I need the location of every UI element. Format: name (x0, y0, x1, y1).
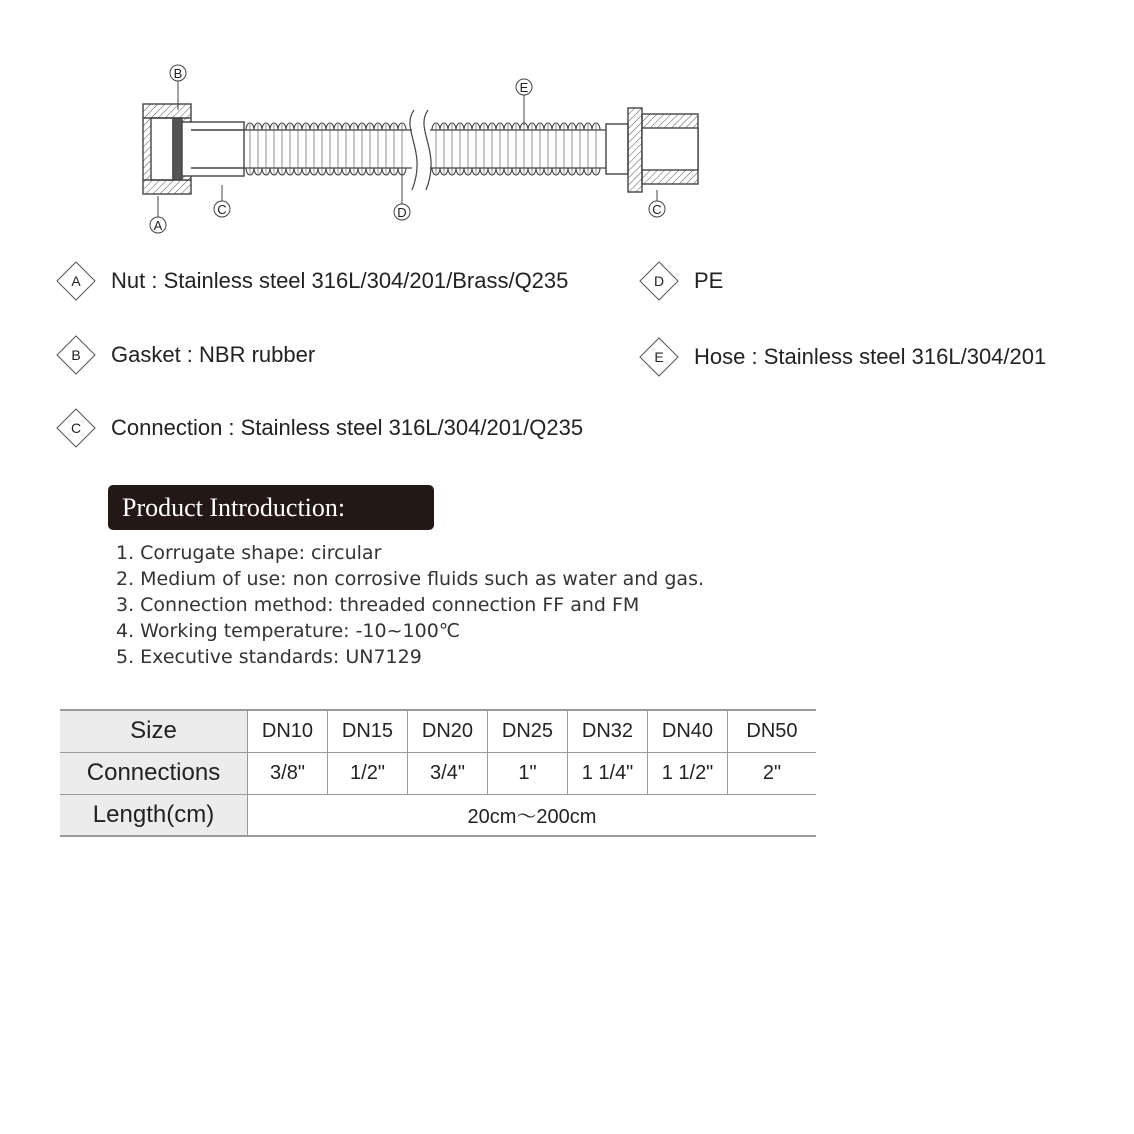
connection-cell: 1/2" (328, 752, 408, 794)
table-row-size (60, 710, 816, 752)
svg-text:E: E (654, 349, 664, 365)
intro-item: 2. Medium of use: non corrosive fluids such as water and gas. (116, 568, 705, 590)
row-label-length: Length(cm) (60, 794, 248, 836)
connection-left (182, 122, 244, 176)
legend-label: Nut : Stainless steel 316L/304/201/Brass/Q235 (111, 268, 569, 293)
legend-item-hose (639, 337, 1046, 377)
size-cell: DN50 (728, 710, 817, 752)
connection-cell: 1" (488, 752, 568, 794)
intro-title: Product Introduction: (122, 492, 346, 522)
size-cell: DN32 (568, 710, 648, 752)
legend-item-gasket (56, 335, 315, 375)
intro-item: 5. Executive standards: UN7129 (116, 646, 422, 668)
intro-item: 3. Connection method: threaded connection FF and FM (116, 594, 640, 616)
legend-label: Hose : Stainless steel 316L/304/201 (694, 344, 1047, 369)
intro-item: 1. Corrugate shape: circular (116, 542, 382, 564)
legend-diamond-icon (639, 337, 679, 377)
break-lines (410, 110, 431, 190)
svg-text:C: C (70, 420, 82, 436)
callout-e: E (519, 80, 529, 95)
callout-c-left: C (217, 202, 227, 217)
connection-cell: 3/4" (408, 752, 488, 794)
callout-b: B (173, 66, 183, 81)
spec-table (60, 709, 816, 837)
legend-diamond-icon (56, 408, 96, 448)
size-cell: DN20 (408, 710, 488, 752)
legend-label: PE (694, 268, 724, 293)
connection-cell: 1 1/2" (648, 752, 728, 794)
intro-item: 4. Working temperature: -10~100℃ (116, 620, 461, 642)
connection-cell: 1 1/4" (568, 752, 648, 794)
legend-item-connection (56, 408, 583, 448)
legend-label: Connection : Stainless steel 316L/304/201/Q235 (111, 415, 584, 440)
intro-header (108, 485, 434, 530)
intro-list (116, 540, 704, 670)
svg-text:B: B (71, 347, 81, 363)
row-label-connections: Connections (60, 752, 248, 794)
legend-diamond-icon (56, 335, 96, 375)
legend-label: Gasket : NBR rubber (111, 342, 316, 367)
callout-a: A (153, 218, 163, 233)
legend-diamond-icon (639, 261, 679, 301)
table-row-connections (60, 752, 816, 794)
connection-right (606, 108, 698, 192)
length-cell: 20cm～200cm (248, 794, 817, 836)
legend-diamond-icon (56, 261, 96, 301)
table-row-length (60, 794, 816, 836)
size-cell: DN40 (648, 710, 728, 752)
svg-text:A: A (71, 273, 81, 289)
hose-diagram (0, 0, 760, 240)
callout-c-right: C (652, 202, 662, 217)
svg-text:D: D (653, 273, 665, 289)
connection-cell: 3/8" (248, 752, 328, 794)
callout-d: D (397, 205, 407, 220)
legend-item-nut (56, 261, 568, 301)
size-cell: DN15 (328, 710, 408, 752)
legend-item-pe (639, 261, 723, 301)
connection-cell: 2" (728, 752, 817, 794)
row-label-size: Size (60, 710, 248, 752)
size-cell: DN10 (248, 710, 328, 752)
size-cell: DN25 (488, 710, 568, 752)
